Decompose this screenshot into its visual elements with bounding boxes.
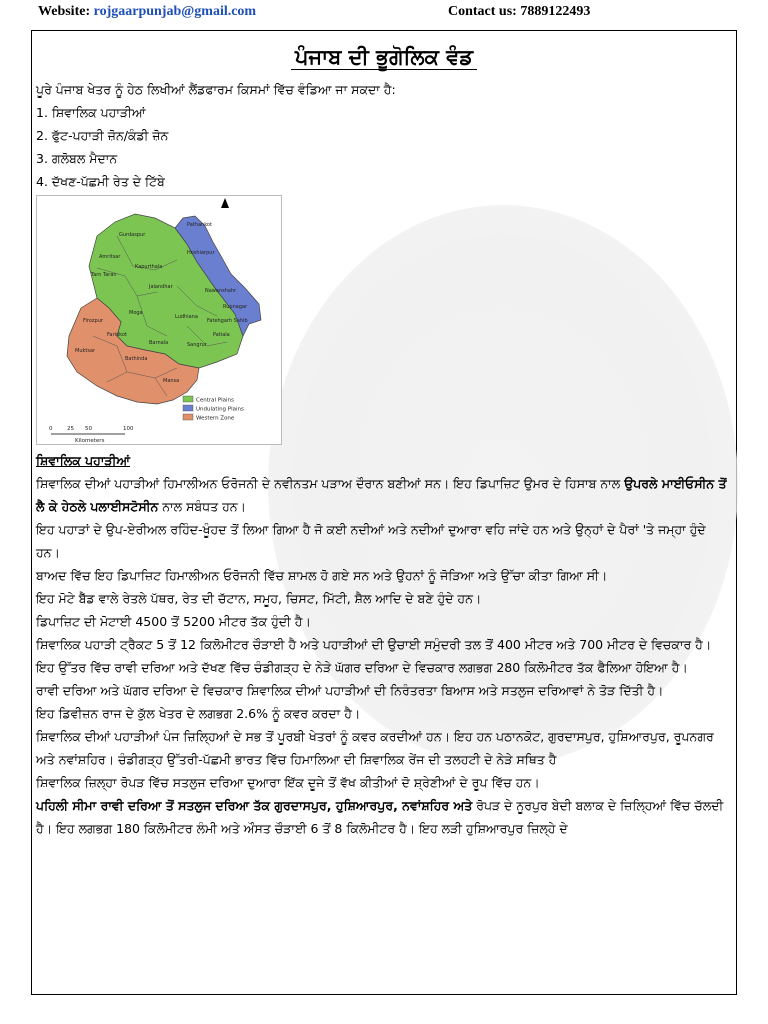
district-label: Pathankot (187, 222, 212, 228)
district-label: Amritsar (99, 254, 121, 260)
district-label: Tarn Taran (91, 272, 117, 278)
list-item: 4. ਦੱਖਣ-ਪੱਛਮੀ ਰੇਤ ਦੇ ਟਿੱਬੇ (36, 174, 165, 189)
legend-swatch (183, 405, 193, 411)
map-scale (49, 426, 134, 444)
district-label: Sangrur (187, 342, 207, 348)
district-label: Patiala (213, 332, 230, 338)
district-label: Nawanshahr (205, 288, 237, 294)
district-label: Gurdaspur (119, 232, 146, 238)
paragraph: ਇਹ ਮੋਟੇ ਬੈੱਡ ਵਾਲੇ ਰੇਤਲੇ ਪੱਥਰ, ਰੇਤ ਦੀ ਚੱਟਾਨ, ਸਮੂਹ, ਚਿਸਟ, ਮਿੱਟੀ, ਸ਼ੈਲ ਆਦਿ ਦੇ ਬਣੇ ਹੁੰਦੇ ਹਨ। (36, 591, 482, 606)
scale-tick-label: 25 (67, 426, 74, 432)
district-label: Hoshiarpur (187, 250, 215, 256)
list-item: 1. ਸ਼ਿਵਾਲਿਕ ਪਹਾੜੀਆਂ (36, 105, 146, 120)
legend-swatch (183, 396, 193, 402)
document-body (36, 36, 732, 840)
district-label: Firozpur (83, 318, 103, 324)
scale-unit-label: Kilometers (75, 438, 105, 444)
paragraph: ਸ਼ਿਵਾਲਿਕ ਦੀਆਂ ਪਹਾੜੀਆਂ ਹਿਮਾਲੀਅਨ ਓਰੋਜਨੀ ਦੇ ਨਵੀਨਤਮ ਪੜਾਅ ਦੌਰਾਨ ਬਣੀਆਂ ਸਨ। ਇਹ ਡਿਪਾਜ਼ਿਟ ਉਮਰ ਦੇ ਹਿਸਾਬ ਨਾਲ ਉਪਰਲੇ ਮਾਈਓਸੀਨ ਤੋਂ ਲੈ ਕੇ ਹੇਠਲੇ ਪਲਾਈਸਟੋਸੀਨ ਨਾਲ ਸਬੰਧਤ ਹਨ। (36, 476, 727, 514)
district-label: Ludhiana (175, 314, 198, 320)
paragraph: ਡਿਪਾਜ਼ਿਟ ਦੀ ਮੋਟਾਈ 4500 ਤੋਂ 5200 ਮੀਟਰ ਤੱਕ ਹੁੰਦੀ ਹੈ। (36, 614, 311, 629)
north-arrow-icon (221, 198, 229, 208)
district-label: Kapurthala (135, 264, 163, 270)
website-label: Website: (38, 4, 91, 19)
district-label: Faridkot (107, 332, 127, 338)
district-label: Barnala (149, 340, 169, 346)
district-label: Muktsar (75, 348, 96, 354)
paragraph: ਇਹ ਪਹਾੜਾਂ ਦੇ ਉਪ-ਏਰੀਅਲ ਰਹਿੰਦ-ਖੂੰਹਦ ਤੋਂ ਲਿਆ ਗਿਆ ਹੈ ਜੋ ਕਈ ਨਦੀਆਂ ਅਤੇ ਨਦੀਆਂ ਦੁਆਰਾ ਵਹਿ ਜਾਂਦੇ ਹਨ ਅਤੇ ਉਨ੍ਹਾਂ ਦੇ ਪੈਰਾਂ 'ਤੇ ਜਮ੍ਹਾ ਹੁੰਦੇ ਹਨ। (36, 522, 706, 560)
list-item: 2. ਫੁੱਟ-ਪਹਾੜੀ ਜ਼ੋਨ/ਕੰਡੀ ਜ਼ੋਨ (36, 128, 169, 143)
district-label: Moga (129, 310, 143, 316)
page-header (0, 0, 768, 28)
list-item: 3. ਗਲੋਬਲ ਮੈਦਾਨ (36, 151, 118, 166)
scale-tick-label: 100 (123, 426, 134, 432)
paragraph: ਸ਼ਿਵਾਲਿਕ ਜ਼ਿਲ੍ਹਾ ਰੋਪੜ ਵਿੱਚ ਸਤਲੁਜ ਦਰਿਆ ਦੁਆਰਾ ਇੱਕ ਦੂਜੇ ਤੋਂ ਵੱਖ ਕੀਤੀਆਂ ਦੋ ਸ਼੍ਰੇਣੀਆਂ ਦੇ ਰੂਪ ਵਿੱਚ ਹਨ। (36, 775, 540, 790)
district-label: Fatehgarh Sahib (207, 318, 248, 324)
paragraph: ਇਹ ਡਿਵੀਜ਼ਨ ਰਾਜ ਦੇ ਕੁੱਲ ਖੇਤਰ ਦੇ ਲਗਭਗ 2.6% ਨੂੰ ਕਵਰ ਕਰਦਾ ਹੈ। (36, 706, 361, 721)
paragraph: ਪਹਿਲੀ ਸੀਮਾ ਰਾਵੀ ਦਰਿਆ ਤੋਂ ਸਤਲੁਜ ਦਰਿਆ ਤੱਕ ਗੁਰਦਾਸਪੁਰ, ਹੁਸ਼ਿਆਰਪੁਰ, ਨਵਾਂਸ਼ਹਿਰ ਅਤੇ ਰੋਪੜ ਦੇ ਨੂਰਪੁਰ ਬੇਦੀ ਬਲਾਕ ਦੇ ਜ਼ਿਲ੍ਹਿਆਂ ਵਿੱਚ ਚੱਲਦੀ ਹੈ। ਇਹ ਲਗਭਗ 180 ਕਿਲੋਮੀਟਰ ਲੰਮੀ ਅਤੇ ਔਸਤ ਚੌੜਾਈ 6 ਤੋਂ 8 ਕਿਲੋਮੀਟਰ ਹੈ। ਇਹ ਲੜੀ ਹੁਸ਼ਿਆਰਪੁਰ ਜ਼ਿਲ੍ਹੇ ਦੇ (36, 798, 724, 836)
paragraph: ਸ਼ਿਵਾਲਿਕ ਪਹਾੜੀ ਟ੍ਰੈਕਟ 5 ਤੋਂ 12 ਕਿਲੋਮੀਟਰ ਚੌੜਾਈ ਹੈ ਅਤੇ ਪਹਾੜੀਆਂ ਦੀ ਉਚਾਈ ਸਮੁੰਦਰੀ ਤਲ ਤੋਂ 400 ਮੀਟਰ ਅਤੇ 700 ਮੀਟਰ ਦੇ ਵਿਚਕਾਰ ਹੈ। (36, 637, 712, 652)
paragraph: ਰਾਵੀ ਦਰਿਆ ਅਤੇ ਘੱਗਰ ਦਰਿਆ ਦੇ ਵਿਚਕਾਰ ਸ਼ਿਵਾਲਿਕ ਦੀਆਂ ਪਹਾੜੀਆਂ ਦੀ ਨਿਰੰਤਰਤਾ ਬਿਆਸ ਅਤੇ ਸਤਲੁਜ ਦਰਿਆਵਾਂ ਨੇ ਤੋੜ ਦਿੱਤੀ ਹੈ। (36, 683, 664, 698)
punjab-map (37, 196, 281, 444)
legend-label: Undulating Plains (196, 406, 244, 413)
paragraph: ਬਾਅਦ ਵਿੱਚ ਇਹ ਡਿਪਾਜ਼ਿਟ ਹਿਮਾਲੀਅਨ ਓਰੋਜਨੀ ਵਿੱਚ ਸ਼ਾਮਲ ਹੋ ਗਏ ਸਨ ਅਤੇ ਉਹਨਾਂ ਨੂੰ ਜੋੜਿਆ ਅਤੇ ਉੱਚਾ ਕੀਤਾ ਗਿਆ ਸੀ। (36, 568, 608, 583)
legend-swatch (183, 414, 193, 420)
legend-label: Western Zone (196, 415, 235, 422)
district-label: Bathinda (125, 356, 148, 362)
contact-info: Contact us: 7889122493 (448, 4, 591, 19)
district-label: Jalandhar (149, 284, 173, 290)
scale-tick-label: 50 (85, 426, 92, 432)
section-heading: ਸ਼ਿਵਾਲਿਕ ਪਹਾੜੀਆਂ (36, 453, 130, 468)
website-email-link[interactable]: rojgaarpunjab@gmail.com (93, 4, 257, 19)
district-label: Mansa (163, 378, 180, 384)
scale-tick-label: 0 (49, 426, 53, 432)
page-title: ਪੰਜਾਬ ਦੀ ਭੂਗੋਲਿਕ ਵੰਡ (36, 42, 732, 72)
district-label: Rupnagar (223, 304, 248, 310)
legend-label: Central Plains (196, 397, 234, 404)
paragraph: ਇਹ ਉੱਤਰ ਵਿੱਚ ਰਾਵੀ ਦਰਿਆ ਅਤੇ ਦੱਖਣ ਵਿੱਚ ਚੰਡੀਗੜ੍ਹ ਦੇ ਨੇੜੇ ਘੱਗਰ ਦਰਿਆ ਦੇ ਵਿਚਕਾਰ ਲਗਭਗ 280 ਕਿਲੋਮੀਟਰ ਤੱਕ ਫੈਲਿਆ ਹੋਇਆ ਹੈ। (36, 660, 688, 675)
punjab-map-figure (36, 195, 282, 445)
paragraph: ਸ਼ਿਵਾਲਿਕ ਦੀਆਂ ਪਹਾੜੀਆਂ ਪੰਜ ਜ਼ਿਲ੍ਹਿਆਂ ਦੇ ਸਭ ਤੋਂ ਪੂਰਬੀ ਖੇਤਰਾਂ ਨੂੰ ਕਵਰ ਕਰਦੀਆਂ ਹਨ। ਇਹ ਹਨ ਪਠਾਨਕੋਟ, ਗੁਰਦਾਸਪੁਰ, ਹੁਸ਼ਿਆਰਪੁਰ, ਰੂਪਨਗਰ ਅਤੇ ਨਵਾਂਸ਼ਹਿਰ। ਚੰਡੀਗੜ੍ਹ ਉੱਤਰੀ-ਪੱਛਮੀ ਭਾਰਤ ਵਿੱਚ ਹਿਮਾਲਿਆ ਦੀ ਸ਼ਿਵਾਲਿਕ ਰੇਂਜ ਦੀ ਤਲਹਟੀ ਦੇ ਨੇੜੇ ਸਥਿਤ ਹੈ (36, 729, 714, 767)
map-legend (183, 396, 244, 422)
intro-text: ਪੂਰੇ ਪੰਜਾਬ ਖੇਤਰ ਨੂੰ ਹੇਠ ਲਿਖੀਆਂ ਲੈਂਡਫਾਰਮ ਕਿਸਮਾਂ ਵਿੱਚ ਵੰਡਿਆ ਜਾ ਸਕਦਾ ਹੈ: (36, 82, 396, 97)
website-info (38, 4, 256, 20)
